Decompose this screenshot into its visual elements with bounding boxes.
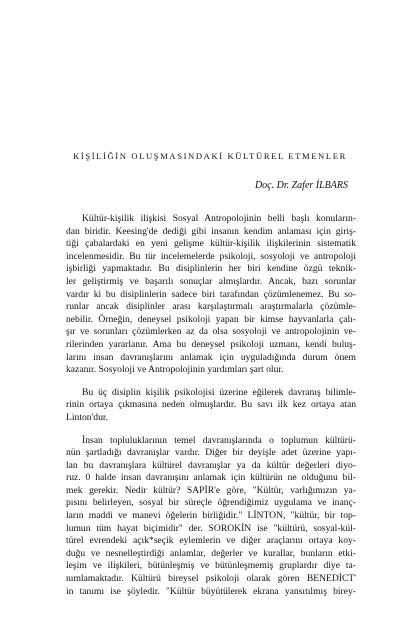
text-line: ler geliştirmiş ve başarılı sonuçlar almışlardır. Ancak, bazı sorunlar bbox=[66, 275, 356, 287]
paragraph bbox=[66, 435, 356, 599]
text-line: tiği çabalardaki en yeni gelişme kültür-kişilik ilişkilerinin sistematik bbox=[66, 238, 356, 250]
text-line: işbirliği yapmaktadır. Bu disiplinlerin her biri kendine özgü teknik- bbox=[66, 263, 356, 275]
text-line: şır ve sorunları çözümlerken az da olsa sosyoloji ve antropolojinin ve- bbox=[66, 326, 356, 338]
text-line: leşim ve ilişkileri, bütünleşmiş ve bütünleşmemiş gruplardır diye ta- bbox=[66, 560, 356, 572]
text-line: İnsan topluluklarının temel davranışlarında o toplumun kültürü- bbox=[82, 434, 356, 446]
text-line: mek gerekir. Nedir kültür? SAPİR'e göre, "Kültür, varlığımızın ya- bbox=[66, 484, 356, 496]
text-line: pısını belirleyen, sosyal bir süreçle öğrendiğimiz uygulama ve inanç- bbox=[66, 497, 356, 509]
text-line: dan biridir. Keesing'de dediği gibi insanın kendim anlaması için giriş- bbox=[66, 225, 356, 237]
paragraph bbox=[66, 213, 356, 377]
article-body bbox=[66, 213, 356, 608]
paragraph bbox=[66, 387, 356, 425]
article-title: KİŞİLİĞİN OLUŞMASINDAKİ KÜLTÜREL ETMENLER bbox=[73, 151, 347, 161]
text-line: ların maddi ve manevi öğelerin birliğidir." LİNTON, "kültür, bir top- bbox=[66, 510, 356, 522]
text-line: nün şartladığı davranışlar vardır. Diğer bir deyişle adet üzerine yapı- bbox=[66, 447, 356, 459]
text-line: nebilir. Örneğin, deneysel psikoloji yapan bir kimse hayvanlarla çalı- bbox=[66, 313, 356, 325]
text-line: rinin ortaya çıkmasına neden olmuşlardır. Bu savı ilk kez ortaya atan bbox=[66, 399, 356, 411]
text-line: Kültür-kişilik ilişkisi Sosyal Antropolojinin belli başlı konuların- bbox=[82, 213, 356, 224]
article-author: Doç. Dr. Zafer İLBARS bbox=[254, 180, 348, 191]
text-line: Linton'dur. bbox=[66, 411, 108, 423]
text-line: nımlamaktadır. Kültürü bireysel psikoloji olarak gören BENEDİCT' bbox=[66, 573, 356, 585]
text-line: incelenmesidir. Bu tür incelemelerde psikoloji, sosyoloji ve antropoloji bbox=[66, 250, 356, 262]
text-line: runlar ancak disiplinler arası karşılaştırmalı araştırmalarla çözümle- bbox=[66, 301, 356, 313]
text-line: duğu ve nesnelleştirdiği anlamlar, değerler ve kurallar, bunların etki- bbox=[66, 547, 356, 559]
text-line: türel evrendeki açık*seçik eylemlerin ve diğer araçlarını ortaya koy- bbox=[66, 535, 356, 547]
text-line: in tanımı ise şöyledir. "Kültür büyütülerek ekrana yansıtılmış birey- bbox=[66, 585, 356, 597]
text-line: vardır ki bu disiplinlerin sadece biri tarafından çözümlenemez. Bu so- bbox=[66, 288, 356, 300]
text-line: ruz. 0 halde insan davranışını anlamak için kültürün ne olduğunu bil- bbox=[66, 472, 356, 484]
text-line: larını insan davranışlarını anlamak için uyguladığında durum önem bbox=[66, 351, 356, 363]
text-line: Bu üç disiplin kişilik psikolojisi üzerine eğilerek davranış bilimle- bbox=[82, 386, 356, 398]
text-line: kazanır. Sosyoloji ve Antropolojinin yardımları şart olur. bbox=[66, 364, 284, 376]
text-line: lumun tüm hayat biçimidir" der. SOROKİN ise "kültürü, sosyal-kül- bbox=[66, 522, 356, 534]
text-line: lan bu davranışlara kültürel davranışlar ya da kültür değerleri diyo- bbox=[66, 459, 356, 471]
text-line: rilerinden yararlanır. Ama bu deneysel psikoloji uzmanı, kendi buluş- bbox=[66, 338, 356, 350]
